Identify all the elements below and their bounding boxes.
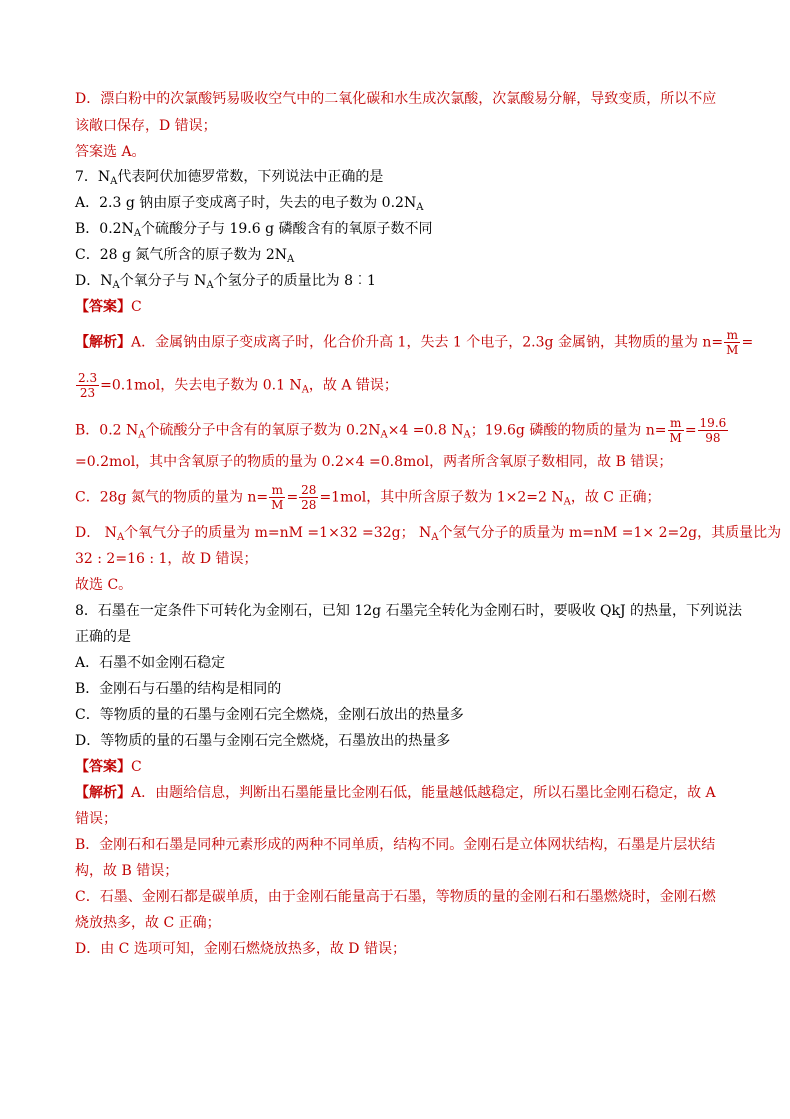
q6-option-d-analysis-line2: 该敞口保存，D 错误； [75, 118, 217, 134]
q7-analysis-d-line1: D． $N_A$个氧气分子的质量为 m=nM =1×32 =32g； $N_A$个氢气分子的质量为 m=nM =1× 2=2g，其质量比为 [75, 525, 782, 543]
q8-option-d: D．等物质的量的石墨与金刚石完全燃烧，石墨放出的热量多 [75, 733, 451, 749]
q6-conclusion: 答案选 A。 [75, 144, 146, 160]
fraction-m-over-M: $\frac{m}{M}$ [726, 328, 739, 357]
q7-analysis-a-line2: $\frac{2.3}{23}$ =0.1mol，失去电子数为 0.1 $N_A$，故 A 错误； [78, 371, 398, 400]
q7-option-d: D．$N_A$个氧分子与 $N_A$个氢分子的质量比为 8︰1 [75, 273, 376, 291]
q8-option-b: B．金刚石与石墨的结构是相同的 [75, 681, 282, 697]
q8-analysis-c-line1: C．石墨、金刚石都是碳单质，由于金刚石能量高于石墨，等物质的量的金刚石和石墨燃烧时，金刚石燃 [75, 889, 716, 905]
q6-option-d-analysis-line1: D．漂白粉中的次氯酸钙易吸收空气中的二氧化碳和水生成次氯酸，次氯酸易分解，导致变质，所以不应 [75, 91, 717, 107]
q8-option-c: C．等物质的量的石墨与金刚石完全燃烧，金刚石放出的热量多 [75, 707, 464, 723]
q8-option-a: A．石墨不如金刚石稳定 [75, 655, 226, 671]
fraction-19.6-over-98: $\frac{19.6}{98}$ [699, 416, 727, 445]
q8-stem-line1: 8．石墨在一定条件下可转化为金刚石，已知 12g 石墨完全转化为金刚石时，要吸收 QkJ 的热量，下列说法 [75, 603, 743, 619]
q7-stem: 7．$N_A$代表阿伏加德罗常数，下列说法中正确的是 [75, 169, 384, 187]
q7-option-b: B．$0.2N_A$个硫酸分子与 19.6 g 磷酸含有的氧原子数不同 [75, 221, 433, 239]
q8-answer: 【答案】C [75, 759, 142, 775]
q7-analysis-b-line2: =0.2mol，其中含氧原子的物质的量为 0.2×4 =0.8mol，两者所含氧原子数相同，故 B 错误； [75, 454, 673, 470]
q8-analysis-d: D．由 C 选项可知，金刚石燃烧放热多，故 D 错误； [75, 941, 406, 957]
q7-analysis-a-line1: 【解析】A．金属钠由原子变成离子时，化合价升高 1，失去 1 个电子，2.3g 金属钠，其物质的量为 n= $\frac{m}{M}$ = [75, 328, 754, 357]
fraction-m-over-M: $\frac{m}{M}$ [669, 416, 682, 445]
q7-option-c: C．28 g 氮气所含的原子数为 $2N_A$ [75, 247, 295, 265]
q7-analysis-b-line1: B．0.2 $N_A$个硫酸分子中含有的氧原子数为 $0.2N_A\times 4 =0.8$ $N_A$；19.6g 磷酸的物质的量为 n= $\frac{m}{M}$ = $\frac{19.6}{98}$ [75, 416, 727, 445]
q8-stem-line2: 正确的是 [75, 629, 131, 645]
q8-analysis-b-line1: B．金刚石和石墨是同种元素形成的两种不同单质，结构不同。金刚石是立体网状结构，石墨是片层状结 [75, 837, 716, 853]
q7-analysis-d-line2: 32 : 2=16 : 1，故 D 错误； [75, 551, 258, 567]
fraction-2.3-over-23: $\frac{2.3}{23}$ [78, 371, 98, 400]
document-page [75, 90, 782, 957]
q7-answer: 【答案】C [75, 299, 142, 315]
q7-option-a: A．2.3 g 钠由原子变成离子时，失去的电子数为 $0.2N_A$ [75, 195, 424, 213]
fraction-m-over-M: $\frac{m}{M}$ [271, 483, 284, 512]
q7-conclusion: 故选 C。 [75, 577, 133, 593]
q7-analysis-c: C．28g 氮气的物质的量为 n= $\frac{m}{M}$ = $\frac{28}{28}$ =1mol，其中所含原子数为 1×2=2 $N_A$，故 C 正确； [75, 483, 661, 512]
q8-analysis-a-line2: 错误； [75, 811, 117, 827]
q8-analysis-b-line2: 构，故 B 错误； [75, 863, 179, 879]
fraction-28-over-28: $\frac{28}{28}$ [301, 483, 317, 512]
q8-analysis-a-line1: 【解析】A．由题给信息，判断出石墨能量比金刚石低，能量越低越稳定，所以石墨比金刚石稳定，故 A [75, 785, 716, 801]
q8-analysis-c-line2: 烧放热多，故 C 正确； [75, 915, 221, 931]
